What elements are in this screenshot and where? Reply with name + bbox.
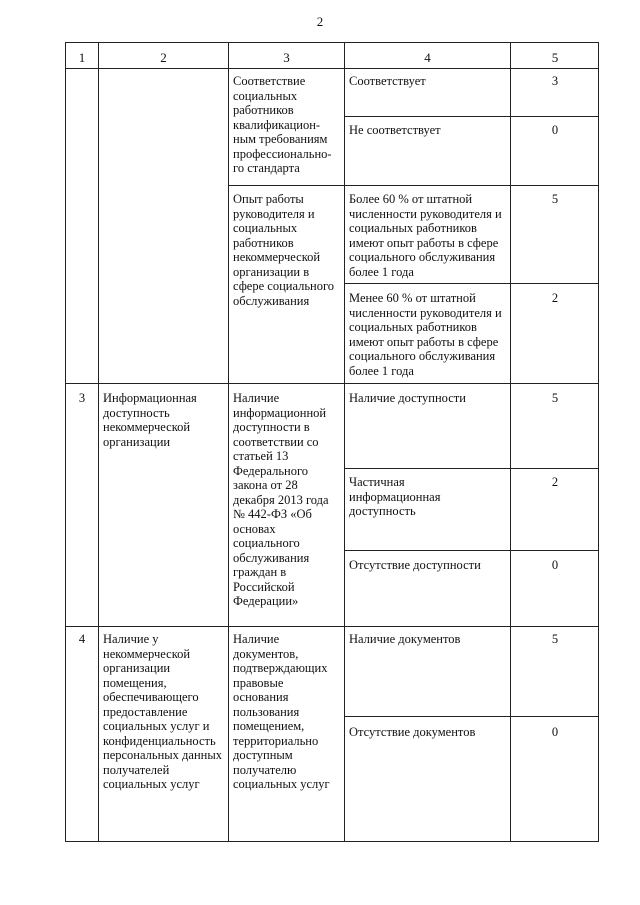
grade-score: 0 xyxy=(551,725,559,739)
criterion-text: Наличие у некоммерческой организации помещения, обеспечивающего предоставление социальных услуг и конфиденциальность персональных данных получателей социальных услуг xyxy=(103,632,222,791)
grade-score: 5 xyxy=(551,391,559,405)
grade-score: 5 xyxy=(551,192,559,206)
header-col-5: 5 xyxy=(551,50,559,65)
row-number: 3 xyxy=(78,391,86,405)
grade-text: Наличие документов xyxy=(349,632,461,646)
page-number: 2 xyxy=(316,14,324,29)
grade-text: Соответствует xyxy=(349,74,426,88)
row-number: 4 xyxy=(78,632,86,646)
grade-text: Отсутствие документов xyxy=(349,725,476,739)
criterion-text: Информационная доступность некоммерческой организации xyxy=(103,391,197,449)
grade-score: 5 xyxy=(551,632,559,646)
grade-text: Менее 60 % от штатной численности руководителя и социальных работников имеют опыт работы в сфере социального обслуживания более 1 года xyxy=(349,291,502,378)
criteria-table xyxy=(65,42,599,842)
indicator-text: Опыт работы руководителя и социальных работников некоммерческой организации в сфере социального обслуживания xyxy=(233,192,335,308)
header-col-3: 3 xyxy=(283,50,290,65)
grade-text: Частичная информационная доступность xyxy=(349,475,441,518)
grade-text: Отсутствие доступности xyxy=(349,558,481,572)
indicator-text: Соответствие социальных работников квалификацион-ным требованиям профессионально-го стандарта xyxy=(233,74,332,175)
header-col-4: 4 xyxy=(424,50,431,65)
grade-score: 3 xyxy=(551,74,559,88)
header-col-1: 1 xyxy=(78,50,86,65)
grade-score: 2 xyxy=(551,291,559,305)
indicator-text: Наличие информационной доступности в соответствии со статьей 13 Федерального закона от 28 декабря 2013 года № 442-ФЗ «Об основах социального обслуживания граждан в Российской Федерации» xyxy=(233,391,329,608)
grade-score: 2 xyxy=(551,475,559,489)
grade-text: Более 60 % от штатной численности руководителя и социальных работников имеют опыт работы в сфере социального обслуживания более 1 года xyxy=(349,192,502,279)
grade-score: 0 xyxy=(551,558,559,572)
indicator-text: Наличие документов, подтверждающих правовые основания пользования помещением, территориально доступным получателю социальных услуг xyxy=(233,632,330,791)
grade-text: Наличие доступности xyxy=(349,391,466,405)
grade-text: Не соответствует xyxy=(349,123,441,137)
header-col-2: 2 xyxy=(160,50,167,65)
grade-score: 0 xyxy=(551,123,559,137)
